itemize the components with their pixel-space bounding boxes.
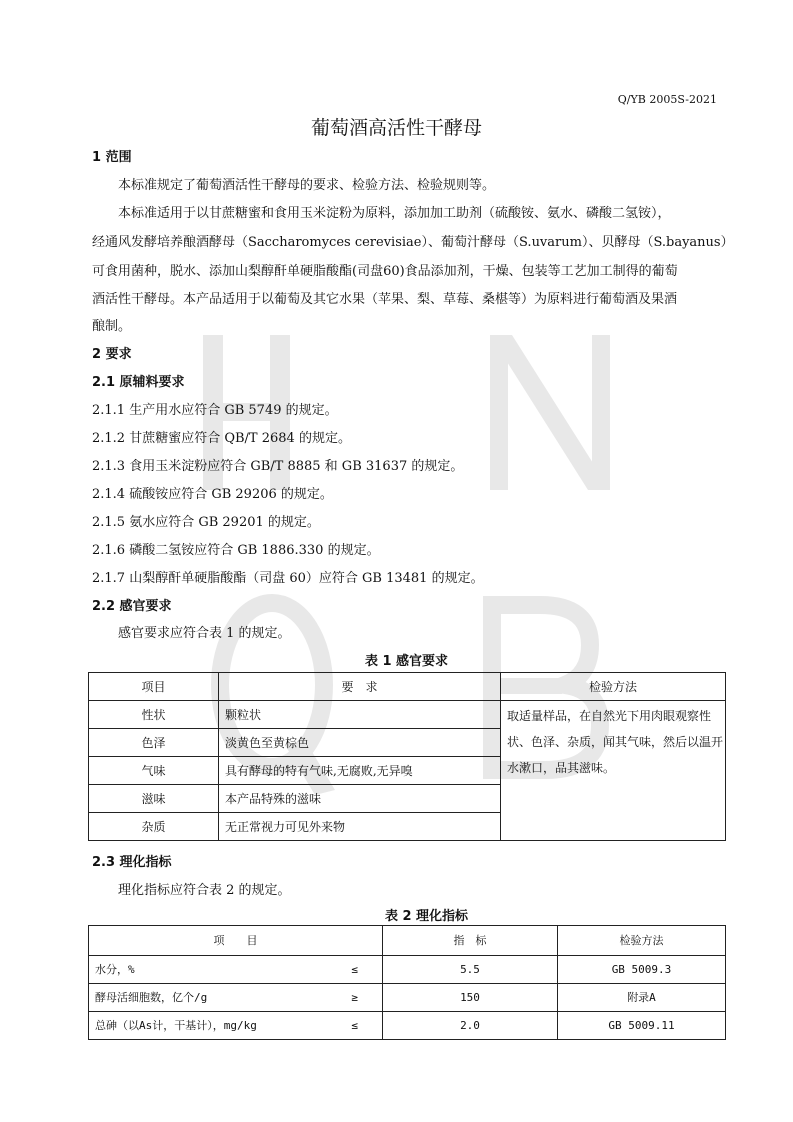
paragraph-line: 酒活性干酵母。本产品适用于以葡萄及其它水果（苹果、梨、草莓、桑椹等）为原料进行葡萄酒及果酒 <box>92 292 678 307</box>
header-cell: 指 标 <box>383 926 558 956</box>
clause: 2.1.3 食用玉米淀粉应符合 GB/T 8885 和 GB 31637 的规定。 <box>92 459 464 474</box>
item-cell: 气味 <box>89 757 219 785</box>
sensory-table <box>88 672 726 841</box>
method-line: 状、色泽、杂质，闻其气味，然后以温开 <box>507 735 724 749</box>
table-row <box>89 984 726 1012</box>
method-line: 水漱口，品其滋味。 <box>507 761 616 775</box>
item-cell: 色泽 <box>89 729 219 757</box>
requirement-cell: 颗粒状 <box>219 701 501 729</box>
header-cell: 检验方法 <box>501 673 726 701</box>
operator: ≥ <box>351 990 358 1004</box>
header-cell: 要 求 <box>219 673 501 701</box>
method-line: 取适量样品，在自然光下用肉眼观察性 <box>507 709 712 723</box>
section-heading: 1 范围 <box>92 150 132 165</box>
clause: 2.1.1 生产用水应符合 GB 5749 的规定。 <box>92 403 338 418</box>
requirement-cell: 本产品特殊的滋味 <box>219 785 501 813</box>
table-caption: 表 1 感官要求 <box>364 654 449 669</box>
paragraph-line: 可食用菌种，脱水、添加山梨醇酐单硬脂酸酯(司盘60)食品添加剂，干燥、包装等工艺加工制得的葡萄 <box>92 264 678 279</box>
paragraph: 感官要求应符合表 1 的规定。 <box>118 626 291 641</box>
requirement-cell: 淡黄色至黄棕色 <box>219 729 501 757</box>
operator: ≤ <box>351 962 358 976</box>
subsection-heading: 2.1 原辅料要求 <box>92 375 185 390</box>
item-label: 酵母活细胞数，亿个/g <box>95 990 208 1004</box>
standard-code: Q/YB 2005S-2021 <box>617 93 717 106</box>
item-cell: 性状 <box>89 701 219 729</box>
clause: 2.1.7 山梨醇酐单硬脂酸酯（司盘 60）应符合 GB 13481 的规定。 <box>92 571 484 586</box>
header-cell: 项目 <box>89 673 219 701</box>
paragraph-line: 本标准适用于以甘蔗糖蜜和食用玉米淀粉为原料，添加加工助剂（硫酸铵、氨水、磷酸二氢铵）， <box>118 206 671 221</box>
paragraph-line: 经通风发酵培养酿酒酵母（Saccharomyces cerevisiae）、葡萄汁酵母（S.uvarum）、贝酵母（S.bayanus） <box>92 235 734 250</box>
table-caption: 表 2 理化指标 <box>384 909 469 924</box>
value-cell: 2.0 <box>383 1012 558 1040</box>
empty-cell <box>501 785 726 841</box>
requirement-cell: 无正常视力可见外来物 <box>219 813 501 841</box>
method-cell: GB 5009.3 <box>558 956 726 984</box>
value-cell: 5.5 <box>383 956 558 984</box>
watermark-letter-n <box>490 335 610 490</box>
header-cell: 项 目 <box>89 926 383 956</box>
paragraph: 本标准规定了葡萄酒活性干酵母的要求、检验方法、检验规则等。 <box>118 178 496 193</box>
item-label: 水分，% <box>95 962 135 976</box>
paragraph: 理化指标应符合表 2 的规定。 <box>118 883 291 898</box>
item-cell: 滋味 <box>89 785 219 813</box>
paragraph-line: 酿制。 <box>92 319 132 334</box>
clause: 2.1.4 硫酸铵应符合 GB 29206 的规定。 <box>92 487 333 502</box>
page-title: 葡萄酒高活性干酵母 <box>310 117 482 139</box>
clause: 2.1.5 氨水应符合 GB 29201 的规定。 <box>92 515 320 530</box>
header-cell: 检验方法 <box>558 926 726 956</box>
clause: 2.1.2 甘蔗糖蜜应符合 QB/T 2684 的规定。 <box>92 431 351 446</box>
clause: 2.1.6 磷酸二氢铵应符合 GB 1886.330 的规定。 <box>92 543 380 558</box>
physicochemical-table <box>88 925 726 1040</box>
method-cell <box>501 701 726 785</box>
operator: ≤ <box>351 1018 358 1032</box>
item-label: 总砷（以As计，干基计），mg/kg <box>95 1018 257 1032</box>
method-cell: GB 5009.11 <box>558 1012 726 1040</box>
requirement-cell: 具有酵母的特有气味,无腐败,无异嗅 <box>219 757 501 785</box>
value-cell: 150 <box>383 984 558 1012</box>
table-row <box>89 1012 726 1040</box>
item-cell: 杂质 <box>89 813 219 841</box>
subsection-heading: 2.2 感官要求 <box>92 599 172 614</box>
table-row <box>89 956 726 984</box>
method-cell: 附录A <box>558 984 726 1012</box>
section-heading: 2 要求 <box>92 347 132 362</box>
subsection-heading: 2.3 理化指标 <box>92 855 172 870</box>
